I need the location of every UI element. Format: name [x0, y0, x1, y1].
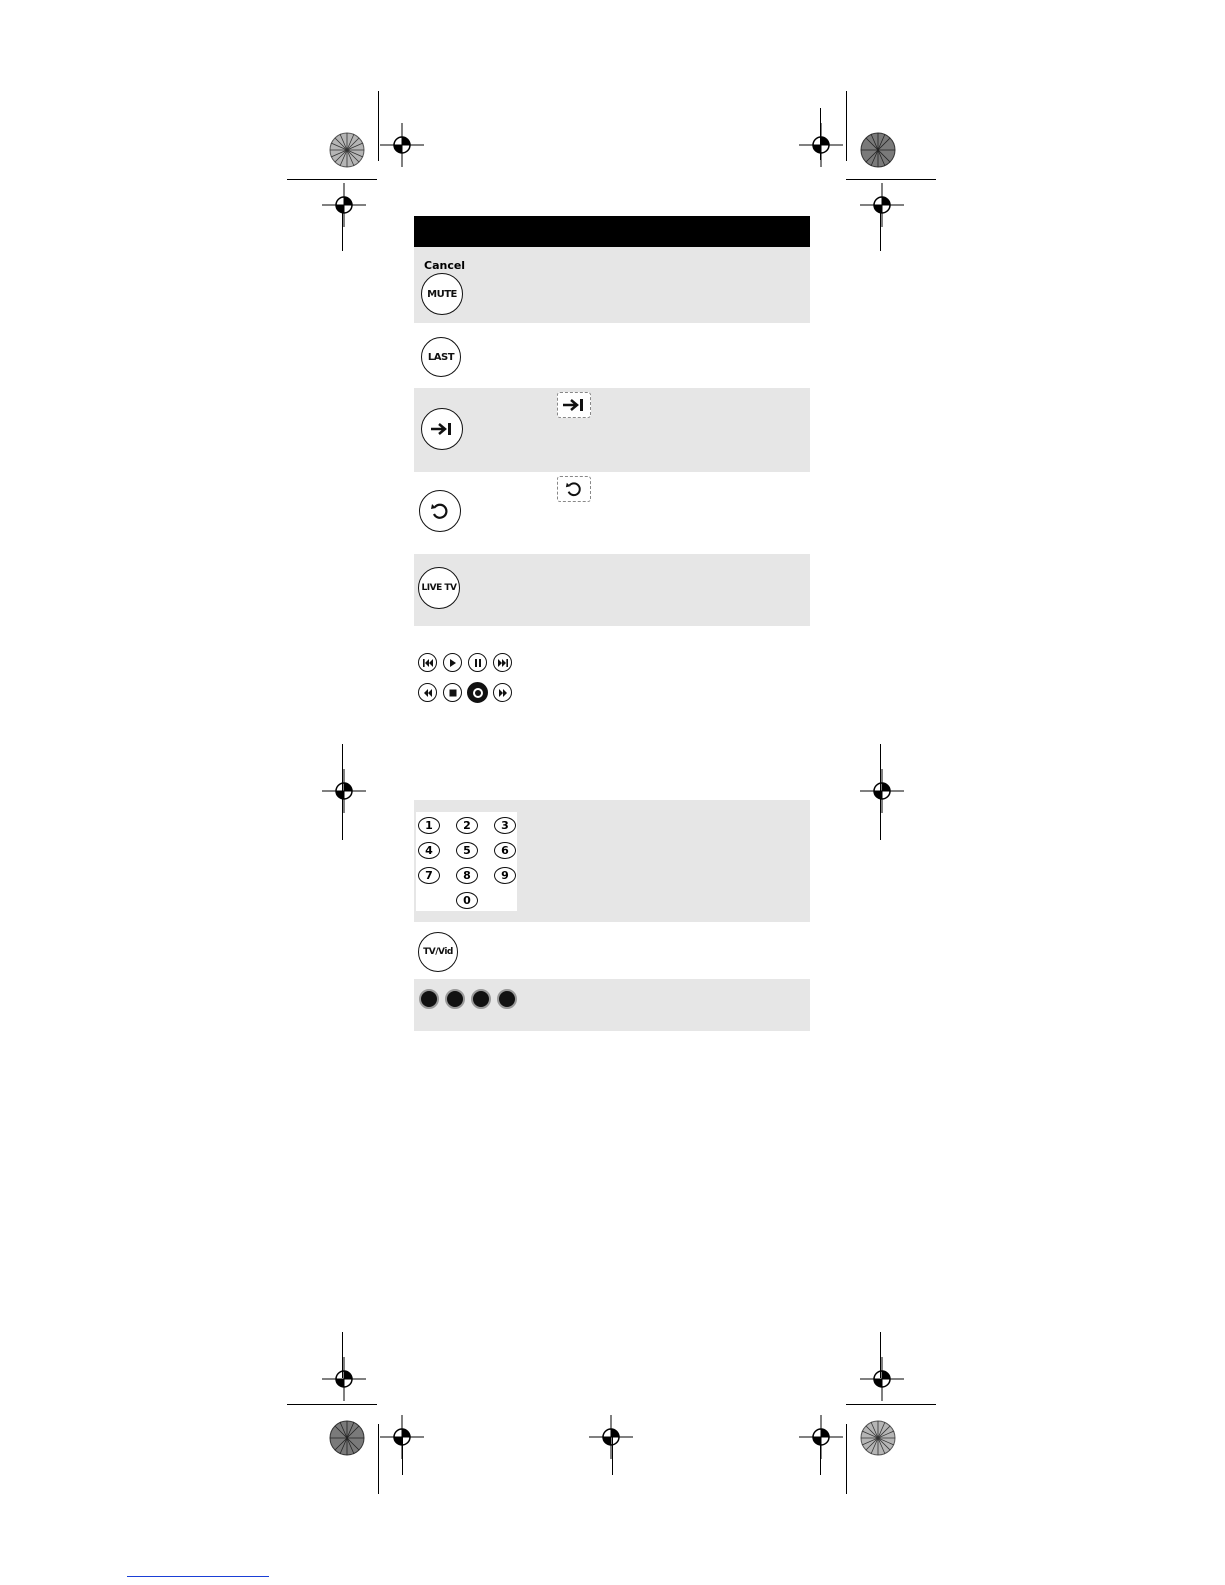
- color-key-2: [445, 989, 465, 1009]
- starburst-mark: [329, 132, 365, 168]
- transport-key-pause: [468, 653, 487, 672]
- skip-forward-icon: [430, 422, 454, 436]
- rewind-icon: [423, 689, 433, 697]
- table-row: [414, 554, 810, 626]
- numpad-key-5: 5: [456, 842, 478, 859]
- table-row: [414, 472, 810, 554]
- replay-icon: [430, 501, 450, 521]
- transport-key-record: [467, 682, 488, 703]
- numpad-key-7: 7: [418, 867, 440, 884]
- transport-key-skip-next: [493, 653, 512, 672]
- skip-next-icon: [498, 659, 508, 667]
- registration-mark: [860, 769, 904, 813]
- numpad-key-0: 0: [456, 892, 478, 909]
- crop-mark: [846, 179, 936, 180]
- numpad-key-2: 2: [456, 817, 478, 834]
- crop-mark: [402, 1437, 403, 1475]
- skip-back-icon: [423, 659, 433, 667]
- crop-mark: [378, 91, 379, 161]
- transport-key-fast-forward: [493, 683, 512, 702]
- crop-mark: [342, 1332, 343, 1378]
- live-tv-key: LIVE TV: [418, 567, 460, 609]
- table-row: [414, 388, 810, 472]
- transport-key-stop: [443, 683, 462, 702]
- crop-mark: [880, 1332, 881, 1378]
- pause-icon: [474, 659, 482, 667]
- registration-mark: [322, 1357, 366, 1401]
- color-key-3: [471, 989, 491, 1009]
- crop-mark: [342, 744, 343, 840]
- table-row: [414, 800, 810, 922]
- transport-key-rewind: [418, 683, 437, 702]
- table-row: [414, 922, 810, 979]
- registration-mark: [799, 123, 843, 167]
- registration-mark: [322, 769, 366, 813]
- numpad-key-6: 6: [494, 842, 516, 859]
- crop-mark: [378, 1424, 379, 1494]
- table-row: [414, 247, 810, 323]
- crop-mark: [612, 1437, 613, 1475]
- color-key-4: [497, 989, 517, 1009]
- crop-mark: [880, 205, 881, 251]
- skip-forward-key: [421, 408, 463, 450]
- inline-replay-key: [557, 476, 591, 502]
- replay-icon: [565, 480, 583, 498]
- crop-mark: [820, 1437, 821, 1475]
- record-icon: [472, 687, 484, 699]
- stop-icon: [449, 689, 457, 697]
- crop-mark: [846, 1424, 847, 1494]
- play-icon: [449, 659, 457, 667]
- skip-forward-icon: [562, 398, 586, 412]
- crop-mark: [846, 91, 847, 161]
- key-table: [414, 216, 810, 1031]
- registration-mark: [799, 1415, 843, 1459]
- numpad-key-9: 9: [494, 867, 516, 884]
- starburst-mark: [329, 1420, 365, 1456]
- numpad-key-1: 1: [418, 817, 440, 834]
- crop-mark: [820, 108, 821, 160]
- table-row: [414, 626, 810, 800]
- registration-mark: [380, 123, 424, 167]
- tv-vid-key: TV/Vid: [418, 932, 458, 972]
- crop-mark: [880, 744, 881, 840]
- replay-key: [419, 490, 461, 532]
- registration-mark: [860, 1357, 904, 1401]
- inline-skip-key: [557, 392, 591, 418]
- table-header-bar: [414, 216, 810, 247]
- registration-mark: [860, 183, 904, 227]
- crop-mark: [342, 205, 343, 251]
- registration-mark: [322, 183, 366, 227]
- crop-mark: [287, 1404, 377, 1405]
- last-key: LAST: [421, 337, 461, 377]
- starburst-mark: [860, 132, 896, 168]
- cancel-label: Cancel: [424, 259, 466, 272]
- crop-mark: [846, 1404, 936, 1405]
- fast-forward-icon: [498, 689, 508, 697]
- numpad-key-4: 4: [418, 842, 440, 859]
- numpad-key-8: 8: [456, 867, 478, 884]
- transport-key-play: [443, 653, 462, 672]
- crop-mark: [287, 179, 377, 180]
- color-key-1: [419, 989, 439, 1009]
- starburst-mark: [860, 1420, 896, 1456]
- transport-key-skip-back: [418, 653, 437, 672]
- registration-mark: [589, 1415, 633, 1459]
- mute-key: MUTE: [421, 273, 463, 315]
- table-row: [414, 323, 810, 388]
- table-row: [414, 979, 810, 1031]
- footer-underline: [127, 1576, 269, 1577]
- numpad-key-3: 3: [494, 817, 516, 834]
